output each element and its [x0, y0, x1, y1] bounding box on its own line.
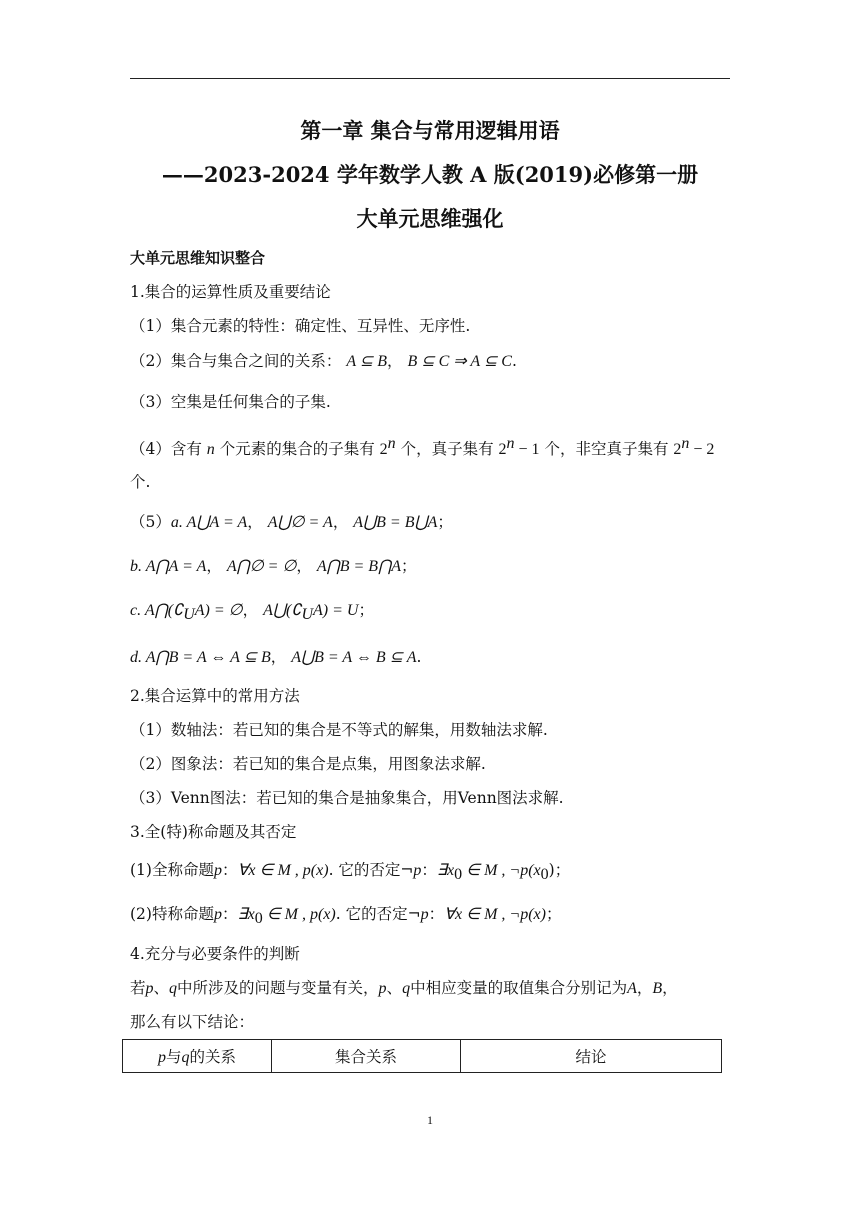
s2-item1: （1）数轴法：若已知的集合是不等式的解集，用数轴法求解.: [130, 721, 548, 739]
s1-heading: 1.集合的运算性质及重要结论: [130, 283, 331, 301]
s1-item4: （4）含有 n 个元素的集合的子集有 2$^n$ 个，真子集有 $2^n - 1$ 个，非空真子集有 $2^n - 2$: [130, 435, 715, 459]
s3-heading: 3.全(特)称命题及其否定: [130, 823, 297, 841]
s2-heading: 2.集合运算中的常用方法: [130, 687, 300, 705]
s1-item5-d: d. A⋂B = A ⇔ A ⊆ B， A⋃B = A ⇔ B ⊆ A.: [130, 648, 422, 666]
s1-item4-tail: 个.: [130, 473, 151, 491]
math-subset: A ⊆ B: [346, 353, 387, 370]
page-number: 1: [427, 1113, 433, 1127]
relation-table: [122, 1039, 722, 1073]
s3-universal: (1)全称命题p：∀x ∈ M , p(x). 它的否定¬p：$\exists x_0$ ∈ M , $\neg p(x_0)$；: [130, 861, 571, 884]
s1-item1: （1）集合元素的特性：确定性、互异性、无序性.: [130, 317, 471, 335]
header-conclusion: 结论: [461, 1040, 722, 1073]
section-heading: 大单元思维知识整合: [130, 249, 266, 267]
s2-item2: （2）图象法：若已知的集合是点集，用图象法求解.: [130, 755, 486, 773]
s1-item5: （5）a. A⋃A = A， A⋃∅ = A， A⋃B = B⋃A；: [130, 513, 453, 531]
s1-item3: （3）空集是任何集合的子集.: [130, 393, 331, 411]
s1-item5-c: c. $A⋂(∁_UA)$ = ∅， $A⋃(∁_UA) = U$；: [130, 601, 374, 624]
s2-item3: （3）Venn图法：若已知的集合是抽象集合，用Venn图法求解.: [130, 789, 564, 807]
s4-heading: 4.充分与必要条件的判断: [130, 945, 300, 963]
subtitle-textbook: ——2023-2024 学年数学人教 A 版(2019)必修第一册: [161, 162, 699, 187]
header-pq-relation: p与q的关系: [123, 1040, 272, 1073]
table-header-row: [123, 1040, 722, 1073]
subtitle-unit: 大单元思维强化: [356, 206, 504, 231]
s4-line1: 若p、q中所涉及的问题与变量有关，p、q中相应变量的取值集合分别记为A，B，: [130, 979, 678, 997]
chapter-title: 第一章 集合与常用逻辑用语: [300, 118, 560, 143]
header-set-relation: 集合关系: [272, 1040, 461, 1073]
s1-item5-b: b. A⋂A = A， A⋂∅ = ∅， A⋂B = B⋂A；: [130, 557, 417, 575]
math-transitive: B ⊆ C ⇒ A ⊆ C: [407, 353, 512, 370]
s3-existential: (2)特称命题p：$\exists x_0$ ∈ M , p(x). 它的否定¬p：∀x ∈ M , ¬p(x)；: [130, 905, 562, 928]
s1-item2: （2）集合与集合之间的关系： A ⊆ B， B ⊆ C ⇒ A ⊆ C.: [130, 352, 517, 370]
s4-line2: 那么有以下结论：: [130, 1013, 255, 1031]
header-rule: [130, 78, 730, 79]
